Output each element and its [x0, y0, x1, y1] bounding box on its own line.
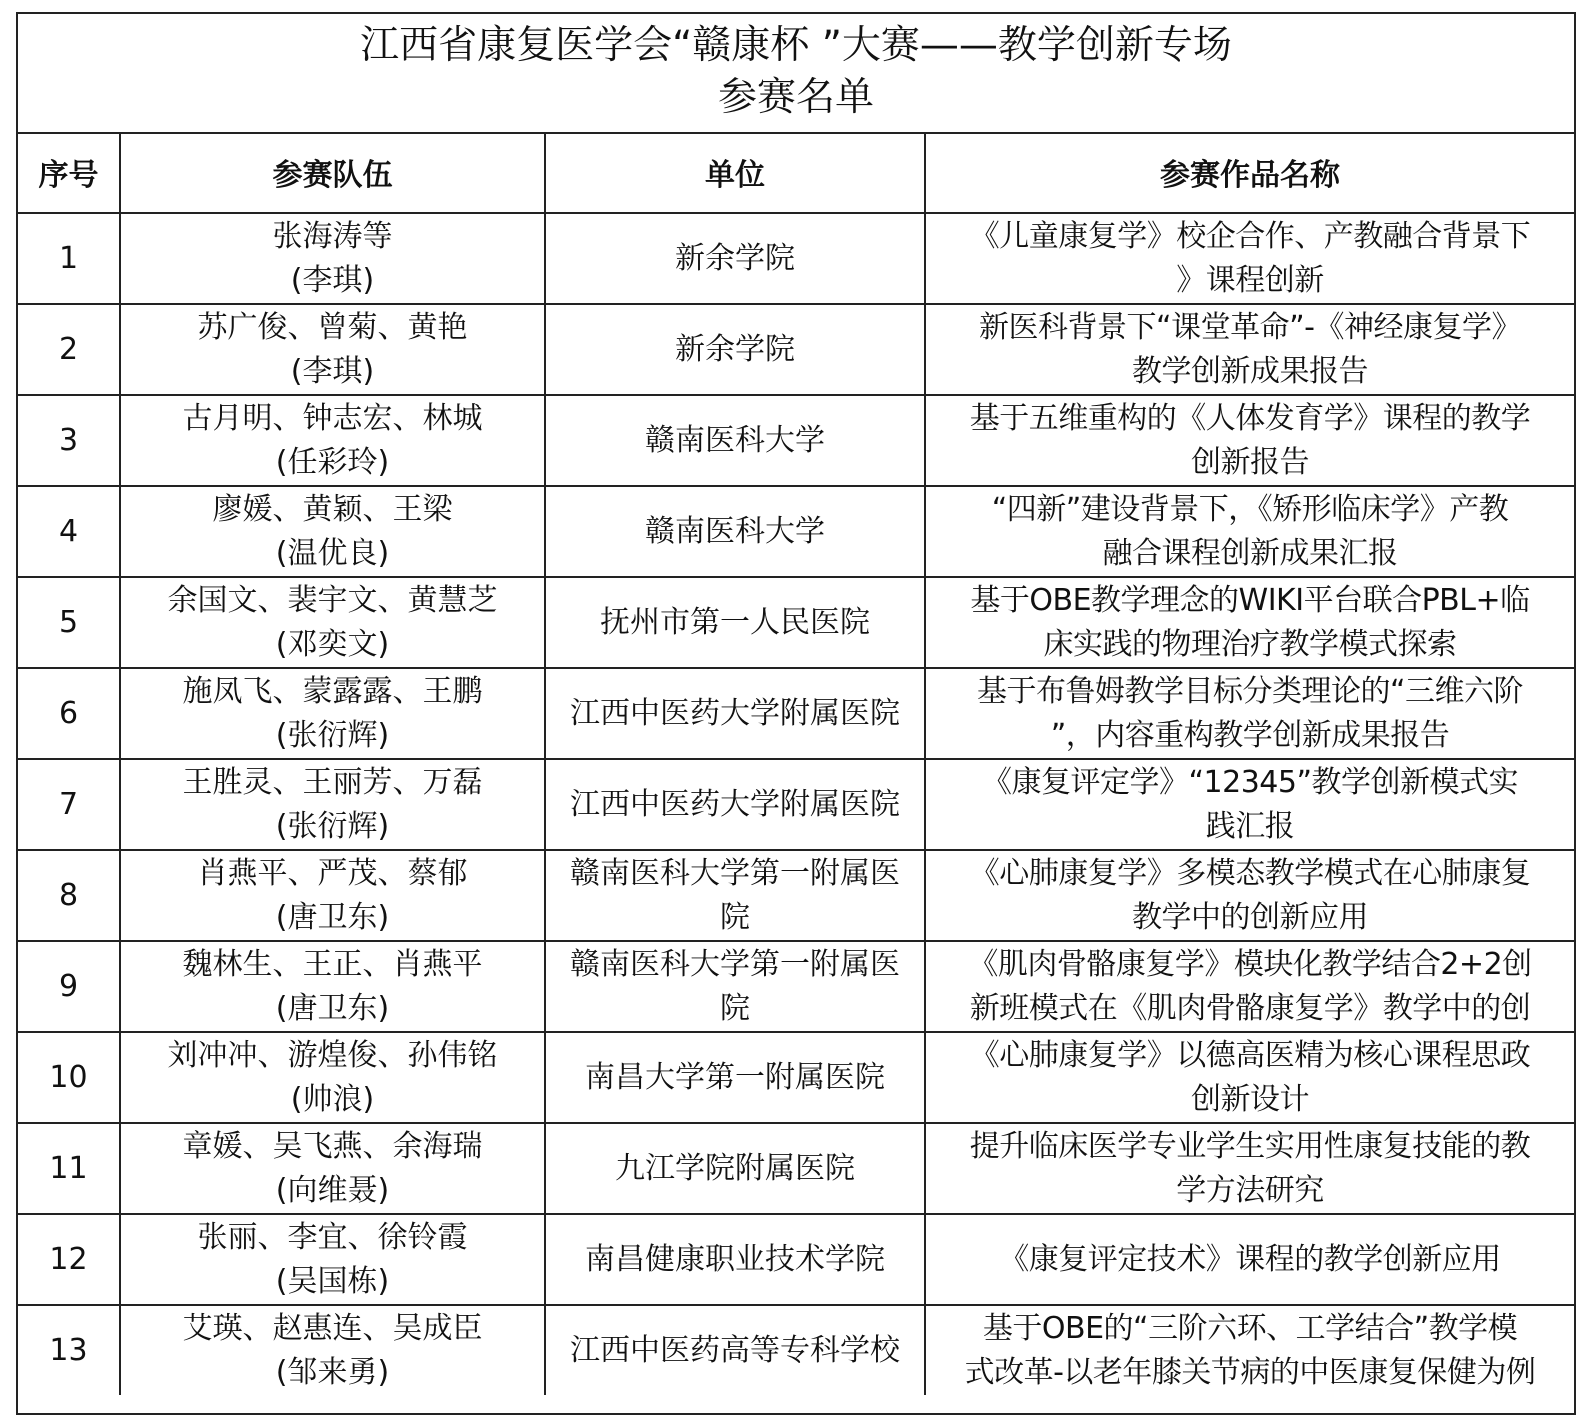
cell-unit	[545, 304, 925, 395]
table-row	[18, 1032, 1574, 1123]
unit-name-line1: 江西中医药大学附属医院	[570, 786, 900, 822]
cell-work-title	[925, 850, 1574, 941]
unit-name-line1: 赣南医科大学	[645, 422, 825, 458]
title-area	[18, 14, 1574, 134]
cell-work-title	[925, 668, 1574, 759]
table-row	[18, 213, 1574, 304]
cell-work-title	[925, 486, 1574, 577]
team-members: 刘冲冲、游煌俊、孙伟铭	[167, 1037, 498, 1073]
cell-team	[120, 1032, 545, 1123]
header-number: 序号	[18, 132, 120, 213]
cell-team	[120, 395, 545, 486]
team-members: 肖燕平、严茂、蔡郁	[197, 855, 468, 891]
cell-number: 4	[18, 486, 120, 577]
work-title-line1: 基于OBE的“三阶六环、工学结合”教学模	[982, 1310, 1518, 1346]
work-title-line2: 新班模式在《肌肉骨骼康复学》教学中的创	[969, 990, 1531, 1026]
cell-unit	[545, 486, 925, 577]
unit-name-line1: 抚州市第一人民医院	[600, 604, 870, 640]
cell-unit	[545, 1305, 925, 1395]
cell-team	[120, 577, 545, 668]
cell-number: 10	[18, 1032, 120, 1123]
work-title-line1: 《心肺康复学》多模态教学模式在心肺康复	[969, 855, 1531, 891]
table-row	[18, 941, 1574, 1032]
header-team: 参赛队伍	[120, 132, 545, 213]
unit-name-line1: 南昌大学第一附属医院	[585, 1059, 885, 1095]
table-row	[18, 1214, 1574, 1305]
cell-unit	[545, 213, 925, 304]
cell-number: 6	[18, 668, 120, 759]
unit-name-line1: 赣南医科大学第一附属医	[570, 855, 900, 891]
unit-name-line2: 院	[720, 990, 750, 1026]
cell-work-title	[925, 941, 1574, 1032]
team-leader: (李琪)	[290, 353, 375, 389]
team-members: 苏广俊、曾菊、黄艳	[197, 309, 468, 345]
cell-work-title	[925, 304, 1574, 395]
cell-work-title	[925, 1123, 1574, 1214]
work-title-line1: 基于五维重构的《人体发育学》课程的教学	[969, 400, 1531, 436]
cell-unit	[545, 759, 925, 850]
cell-number: 13	[18, 1305, 120, 1395]
participant-list-sheet	[16, 12, 1576, 1415]
team-members: 艾瑛、赵惠连、吴成臣	[182, 1310, 483, 1346]
work-title-line1: 基于OBE教学理念的WIKI平台联合PBL+临	[970, 582, 1530, 618]
work-title-line1: 基于布鲁姆教学目标分类理论的“三维六阶	[976, 673, 1524, 709]
cell-team	[120, 1305, 545, 1395]
unit-name-line1: 江西中医药高等专科学校	[570, 1332, 900, 1368]
work-title-line2: 式改革-以老年膝关节病的中医康复保健为例	[964, 1354, 1536, 1390]
unit-name-line1: 赣南医科大学第一附属医	[570, 946, 900, 982]
table-row	[18, 850, 1574, 941]
unit-name-line1: 新余学院	[675, 331, 795, 367]
table-header-row	[18, 132, 1574, 213]
team-members: 施凤飞、蒙露露、王鹏	[182, 673, 483, 709]
work-title-line1: “四新”建设背景下，《矫形临床学》产教	[991, 491, 1509, 527]
team-members: 余国文、裴宇文、黄慧芝	[167, 582, 498, 618]
cell-work-title	[925, 395, 1574, 486]
participants-table	[18, 132, 1574, 1395]
team-members: 王胜灵、王丽芳、万磊	[182, 764, 483, 800]
cell-number: 1	[18, 213, 120, 304]
team-leader: (邹来勇)	[275, 1354, 390, 1390]
work-title-line1: 新医科背景下“课堂革命”-《神经康复学》	[979, 309, 1521, 345]
document-subtitle: 参赛名单	[717, 75, 874, 120]
team-leader: (帅浪)	[290, 1081, 375, 1117]
cell-unit	[545, 850, 925, 941]
cell-number: 11	[18, 1123, 120, 1214]
table-row	[18, 1305, 1574, 1395]
cell-team	[120, 1214, 545, 1305]
cell-team	[120, 668, 545, 759]
unit-name-line1: 南昌健康职业技术学院	[585, 1241, 885, 1277]
work-title-line2: 教学中的创新应用	[1132, 899, 1368, 935]
team-leader: (张衍辉)	[275, 808, 390, 844]
team-leader: (任彩玲)	[275, 444, 390, 480]
cell-work-title	[925, 213, 1574, 304]
team-leader: (李琪)	[290, 262, 375, 298]
table-row	[18, 395, 1574, 486]
cell-unit	[545, 577, 925, 668]
cell-unit	[545, 941, 925, 1032]
work-title-line2: 创新报告	[1191, 444, 1309, 480]
unit-name-line1: 赣南医科大学	[645, 513, 825, 549]
table-row	[18, 577, 1574, 668]
unit-name-line1: 新余学院	[675, 240, 795, 276]
team-members: 古月明、钟志宏、林城	[182, 400, 483, 436]
cell-unit	[545, 668, 925, 759]
work-title-line2: ”，内容重构教学创新成果报告	[1050, 717, 1450, 753]
cell-unit	[545, 1032, 925, 1123]
cell-number: 3	[18, 395, 120, 486]
work-title-line2: 学方法研究	[1176, 1172, 1324, 1208]
team-leader: (温优良)	[275, 535, 390, 571]
unit-name-line1: 九江学院附属医院	[615, 1150, 855, 1186]
cell-number: 7	[18, 759, 120, 850]
cell-unit	[545, 1123, 925, 1214]
team-members: 魏林生、王正、肖燕平	[182, 946, 483, 982]
header-work-title: 参赛作品名称	[925, 132, 1574, 213]
table-row	[18, 668, 1574, 759]
cell-team	[120, 941, 545, 1032]
table-row	[18, 1123, 1574, 1214]
work-title-line2: 践汇报	[1205, 808, 1295, 844]
cell-team	[120, 213, 545, 304]
cell-unit	[545, 1214, 925, 1305]
work-title-line2: 》课程创新	[1176, 262, 1324, 298]
cell-team	[120, 850, 545, 941]
unit-name-line1: 江西中医药大学附属医院	[570, 695, 900, 731]
work-title-line2: 融合课程创新成果汇报	[1102, 535, 1398, 571]
team-leader: (向维聂)	[275, 1172, 390, 1208]
cell-team	[120, 759, 545, 850]
unit-name-line2: 院	[720, 899, 750, 935]
work-title-line1: 《儿童康复学》校企合作、产教融合背景下	[969, 218, 1531, 254]
document-title: 江西省康复医学会“赣康杯 ”大赛——教学创新专场	[360, 23, 1232, 68]
team-leader: (张衍辉)	[275, 717, 390, 753]
work-title-line2: 创新设计	[1191, 1081, 1309, 1117]
cell-number: 2	[18, 304, 120, 395]
cell-number: 5	[18, 577, 120, 668]
team-leader: (邓奕文)	[275, 626, 390, 662]
team-leader: (唐卫东)	[275, 899, 390, 935]
work-title-line1: 《康复评定学》“12345”教学创新模式实	[981, 764, 1519, 800]
cell-number: 9	[18, 941, 120, 1032]
table-row	[18, 759, 1574, 850]
header-unit: 单位	[545, 132, 925, 213]
team-members: 章媛、吴飞燕、余海瑞	[182, 1128, 483, 1164]
cell-work-title	[925, 1032, 1574, 1123]
team-members: 张丽、李宜、徐铃霞	[197, 1219, 468, 1255]
work-title-line2: 床实践的物理治疗教学模式探索	[1043, 626, 1457, 662]
cell-work-title	[925, 759, 1574, 850]
team-leader: (吴国栋)	[275, 1263, 390, 1299]
work-title-line1: 提升临床医学专业学生实用性康复技能的教	[969, 1128, 1531, 1164]
cell-number: 12	[18, 1214, 120, 1305]
team-leader: (唐卫东)	[275, 990, 390, 1026]
cell-work-title	[925, 577, 1574, 668]
team-members: 张海涛等	[272, 218, 393, 254]
cell-team	[120, 486, 545, 577]
team-members: 廖媛、黄颖、王梁	[212, 491, 453, 527]
work-title-line1: 《康复评定技术》课程的教学创新应用	[999, 1241, 1501, 1277]
table-row	[18, 486, 1574, 577]
work-title-line1: 《肌肉骨骼康复学》模块化教学结合2+2创	[968, 946, 1532, 982]
table-row	[18, 304, 1574, 395]
cell-team	[120, 1123, 545, 1214]
cell-work-title	[925, 1214, 1574, 1305]
cell-team	[120, 304, 545, 395]
cell-unit	[545, 395, 925, 486]
work-title-line2: 教学创新成果报告	[1132, 353, 1368, 389]
cell-work-title	[925, 1305, 1574, 1395]
work-title-line1: 《心肺康复学》以德高医精为核心课程思政	[969, 1037, 1531, 1073]
cell-number: 8	[18, 850, 120, 941]
